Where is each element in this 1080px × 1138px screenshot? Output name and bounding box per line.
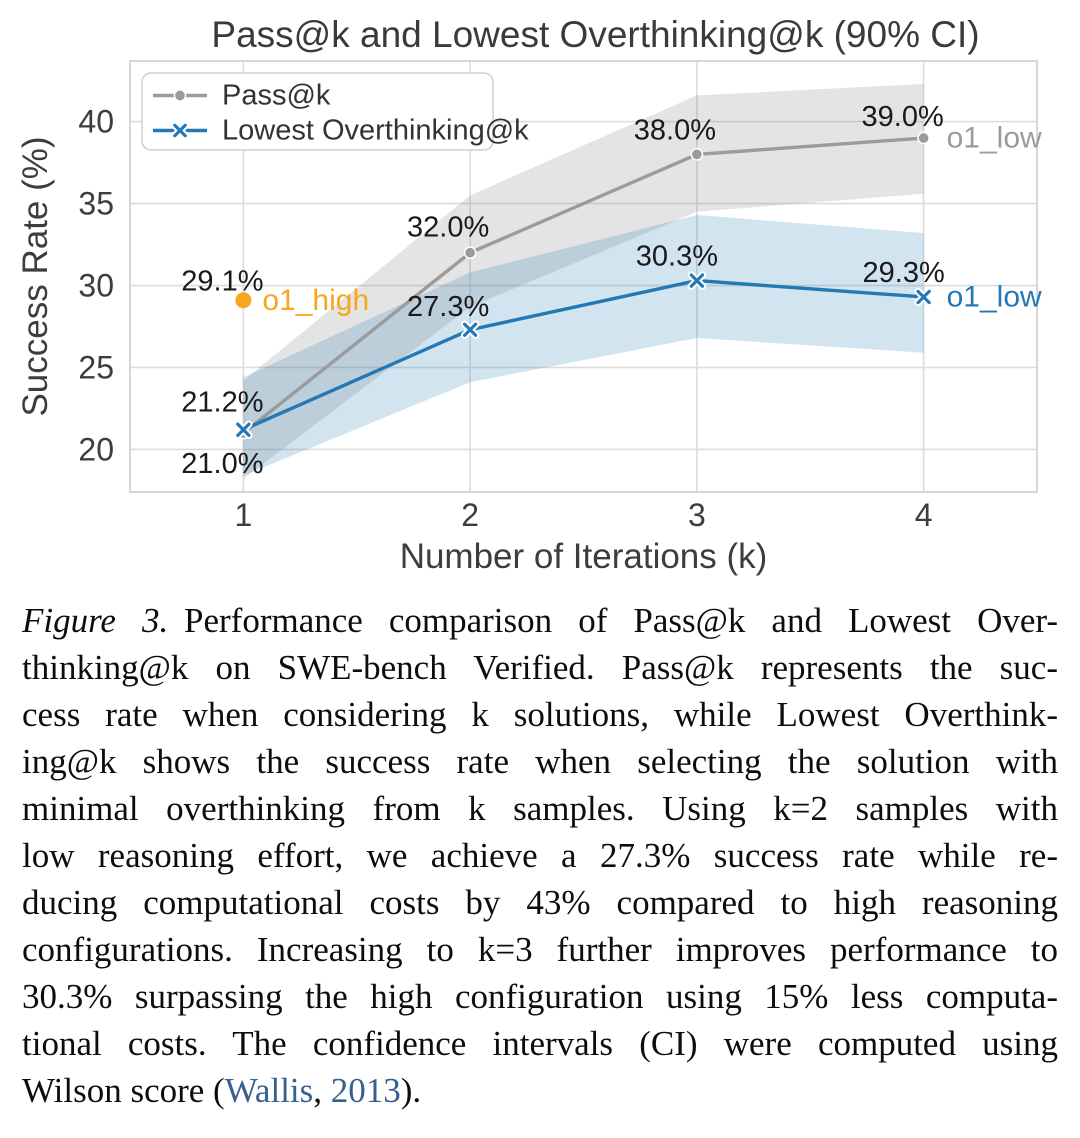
x-tick-label: 3 — [687, 497, 706, 533]
caption-line — [22, 832, 1058, 879]
caption-line — [22, 1020, 1058, 1067]
y-tick-label: 35 — [78, 185, 114, 222]
point-label: 21.2% — [181, 386, 264, 419]
circle-marker-icon — [691, 149, 702, 160]
point-label: 32.0% — [407, 211, 490, 244]
legend — [142, 73, 529, 150]
point-label: 38.0% — [633, 114, 716, 147]
y-tick-label: 30 — [78, 267, 114, 304]
point-label: 27.3% — [407, 290, 490, 323]
figure-number-label: Figure 3. — [22, 601, 169, 640]
caption-text: thinking@k on SWE-bench Verified. Pass@k represents the suc- — [22, 648, 1058, 687]
chart-title: Pass@k and Lowest Overthinking@k (90% CI) — [211, 14, 980, 55]
caption-line — [22, 879, 1058, 926]
caption-text: Performance comparison of Pass@k and Lowest Over- — [184, 601, 1058, 640]
caption-line — [22, 926, 1058, 973]
end-label-overthinking: o1_low — [946, 280, 1042, 314]
y-tick-label: 20 — [78, 431, 114, 468]
citation-link[interactable]: Wallis — [224, 1071, 314, 1110]
caption-line — [22, 597, 1058, 644]
x-tick-label: 1 — [234, 497, 253, 533]
caption-text: configurations. Increasing to k=3 further improves performance to — [22, 930, 1058, 969]
caption-text: , — [313, 1071, 331, 1110]
caption-line — [22, 644, 1058, 691]
circle-marker-icon — [918, 132, 929, 143]
caption-line — [22, 691, 1058, 738]
caption-text: 30.3% surpassing the high configuration using 15% less computa- — [22, 977, 1058, 1016]
point-label: 29.3% — [862, 256, 945, 289]
caption-text: cess rate when considering k solutions, while Lowest Overthink- — [22, 695, 1058, 734]
x-tick-label: 2 — [461, 497, 480, 533]
y-axis-label: Success Rate (%) — [16, 136, 55, 417]
caption-text: ducing computational costs by 43% compared to high reasoning — [22, 883, 1058, 922]
y-tick-label: 40 — [78, 103, 114, 140]
point-label: 21.0% — [181, 448, 264, 481]
point-label: 39.0% — [861, 101, 944, 134]
end-label-passk: o1_low — [946, 121, 1042, 155]
legend-label: Pass@k — [222, 79, 331, 112]
caption-text: Wilson score ( — [22, 1071, 225, 1110]
caption-text: tional costs. The confidence intervals (CI) were computed using — [22, 1024, 1058, 1063]
caption-text: low reasoning effort, we achieve a 27.3% success rate while re- — [22, 836, 1058, 875]
figure-caption — [0, 592, 1080, 1114]
o1-high-value-label: 29.1% — [181, 265, 264, 298]
circle-marker-icon — [174, 90, 185, 101]
circle-marker-icon — [465, 247, 476, 258]
caption-line — [22, 785, 1058, 832]
caption-text: ). — [400, 1071, 422, 1110]
caption-line — [22, 973, 1058, 1020]
caption-text: ing@k shows the success rate when selecting the solution with — [22, 742, 1058, 781]
legend-label: Lowest Overthinking@k — [222, 114, 529, 147]
point-label: 30.3% — [635, 240, 718, 273]
caption-line — [22, 1067, 1058, 1114]
y-tick-label: 25 — [78, 349, 114, 386]
x-tick-label: 4 — [914, 497, 933, 533]
citation-link[interactable]: 2013 — [330, 1071, 401, 1110]
x-axis-label: Number of Iterations (k) — [399, 537, 768, 576]
o1-high-label: o1_high — [262, 283, 370, 317]
caption-text: minimal overthinking from k samples. Using k=2 samples with — [22, 789, 1058, 828]
caption-line — [22, 738, 1058, 785]
